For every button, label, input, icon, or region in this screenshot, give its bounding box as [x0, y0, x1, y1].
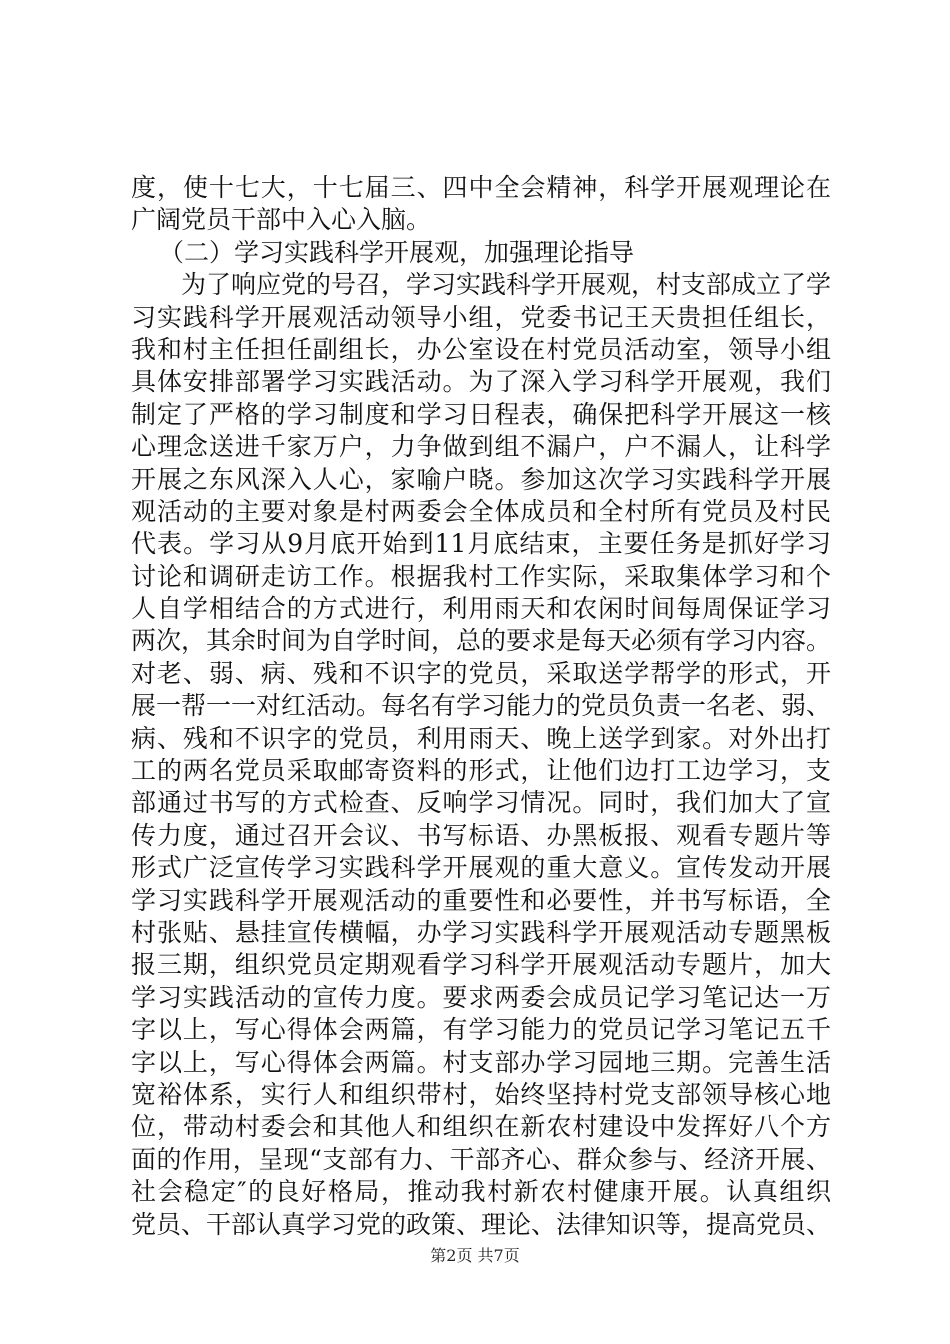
body-line: 社会稳定″的良好格局，推动我村新农村健康开展。认真组织 — [131, 1177, 831, 1207]
body-line: 心理念送进千家万户，力争做到组不漏户，户不漏人，让科学 — [131, 432, 831, 462]
body-line: 字以上，写心得体会两篇。村支部办学习园地三期。完善生活 — [131, 1047, 831, 1077]
body-line: 广阔党员干部中入心入脑。 — [131, 205, 432, 235]
body-line: 讨论和调研走访工作。根据我村工作实际，采取集体学习和个 — [131, 561, 831, 591]
section-heading: （二）学习实践科学开展观，加强理论指导 — [159, 237, 635, 267]
body-line: 报三期，组织党员定期观看学习科学开展观活动专题片，加大 — [131, 950, 831, 980]
body-line: 学习实践科学开展观活动的重要性和必要性，并书写标语，全 — [131, 885, 831, 915]
body-line: 村张贴、悬挂宣传横幅，办学习实践科学开展观活动专题黑板 — [131, 917, 831, 947]
body-line: 为了响应党的号召，学习实践科学开展观，村支部成立了学 — [181, 270, 832, 300]
body-line: 代表。学习从9月底开始到11月底结束，主要任务是抓好学习 — [131, 529, 831, 559]
body-line: 度，使十七大，十七届三、四中全会精神，科学开展观理论在 — [131, 173, 831, 202]
body-line: 人自学相结合的方式进行，利用雨天和农闲时间每周保证学习 — [131, 594, 831, 624]
body-line: 党员、干部认真学习党的政策、理论、法律知识等，提高党员、 — [131, 1209, 832, 1239]
body-line: 观活动的主要对象是村两委会全体成员和全村所有党员及村民 — [131, 496, 831, 526]
body-line: 部通过书写的方式检查、反响学习情况。同时，我们加大了宣 — [131, 788, 831, 818]
body-line: 宽裕体系，实行人和组织带村，始终坚持村党支部领导核心地 — [131, 1079, 831, 1109]
body-line: 两次，其余时间为自学时间，总的要求是每天必须有学习内容。 — [131, 626, 832, 656]
body-line: 学习实践活动的宣传力度。要求两委会成员记学习笔记达一万 — [131, 982, 831, 1012]
body-line: 对老、弱、病、残和不识字的党员，采取送学帮学的形式，开 — [131, 658, 831, 688]
body-line: 病、残和不识字的党员，利用雨天、晚上送学到家。对外出打 — [131, 723, 831, 753]
body-line: 工的两名党员采取邮寄资料的形式，让他们边打工边学习，支 — [131, 756, 831, 786]
body-line: 开展之东风深入人心，家喻户晓。参加这次学习实践科学开展 — [131, 464, 831, 494]
body-line: 具体安排部署学习实践活动。为了深入学习科学开展观，我们 — [131, 367, 831, 397]
body-line: 形式广泛宣传学习实践科学开展观的重大意义。宣传发动开展 — [131, 853, 831, 883]
body-line: 面的作用，呈现“支部有力、干部齐心、群众参与、经济开展、 — [131, 1144, 831, 1174]
body-line: 展一帮一一对红活动。每名有学习能力的党员负责一名老、弱、 — [131, 691, 832, 721]
body-line: 位，带动村委会和其他人和组织在新农村建设中发挥好八个方 — [131, 1112, 831, 1142]
body-line: 习实践科学开展观活动领导小组，党委书记王天贵担任组长， — [131, 302, 831, 332]
page-number-footer: 第2页 共7页 — [430, 1246, 520, 1265]
document-body — [131, 172, 831, 1241]
body-line: 我和村主任担任副组长，办公室设在村党员活动室，领导小组 — [131, 334, 831, 364]
body-line: 制定了严格的学习制度和学习日程表，确保把科学开展这一核 — [131, 399, 831, 429]
body-line: 传力度，通过召开会议、书写标语、办黑板报、观看专题片等 — [131, 820, 831, 850]
body-line: 字以上，写心得体会两篇，有学习能力的党员记学习笔记五千 — [131, 1015, 831, 1045]
